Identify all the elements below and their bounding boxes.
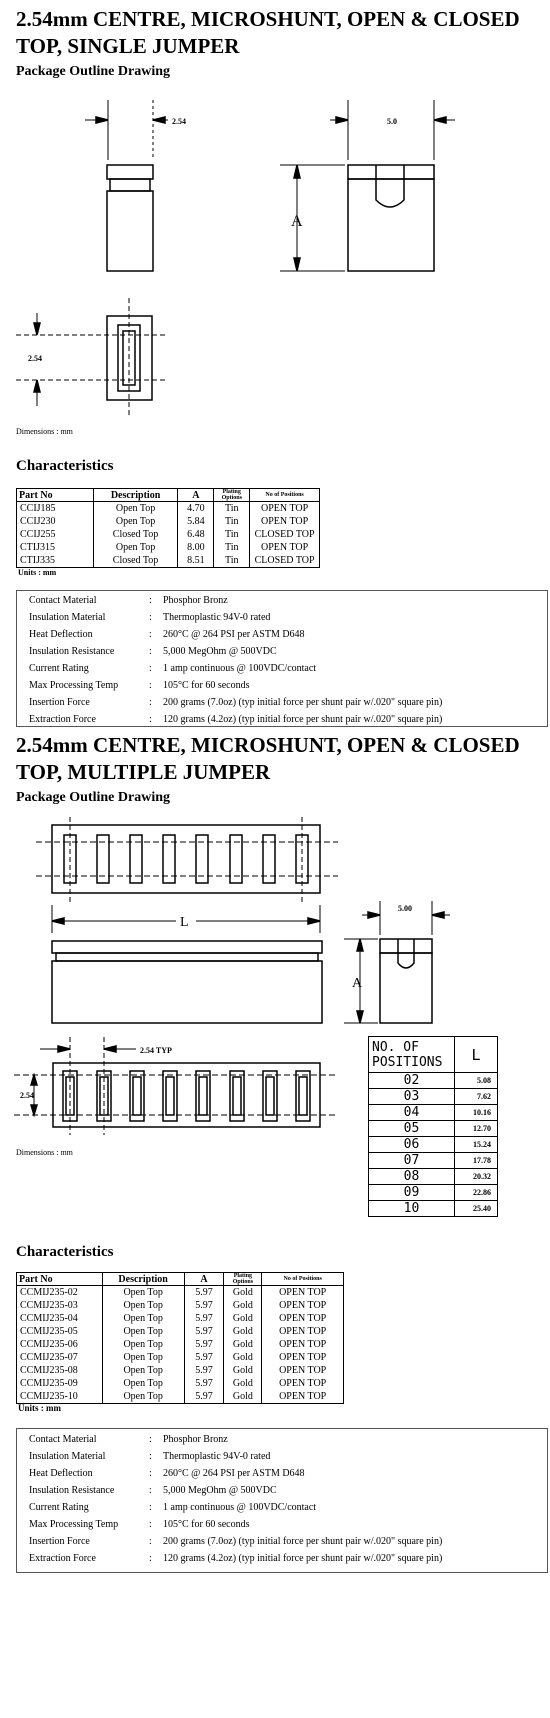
table-cell: 22.86 bbox=[455, 1185, 498, 1201]
table-cell: OPEN TOP bbox=[262, 1338, 344, 1351]
table-cell: : bbox=[149, 595, 152, 606]
end-view-multi bbox=[344, 901, 450, 1023]
table-row bbox=[17, 1338, 344, 1351]
table-cell: : bbox=[149, 680, 152, 691]
table-cell: Open Top bbox=[93, 502, 178, 516]
table-cell: CCMIJ235-10 bbox=[17, 1390, 103, 1404]
dim-pitch: 2.54 bbox=[28, 354, 42, 363]
table-cell: Gold bbox=[224, 1325, 262, 1338]
table-cell: Current Rating bbox=[29, 663, 89, 674]
table-cell: 7.62 bbox=[455, 1089, 498, 1105]
table-cell: 17.78 bbox=[455, 1153, 498, 1169]
table-cell: : bbox=[149, 1451, 152, 1462]
table-cell: Part No bbox=[17, 489, 94, 502]
table-cell: Insulation Resistance bbox=[29, 646, 115, 657]
dimensions-note-2: Dimensions : mm bbox=[16, 1148, 73, 1157]
dim-width-right: 5.0 bbox=[387, 117, 397, 126]
table-cell: Max Processing Temp bbox=[29, 1519, 119, 1530]
table-cell: : bbox=[149, 1519, 152, 1530]
table-cell: : bbox=[149, 1502, 152, 1513]
table-cell: Closed Top bbox=[93, 554, 178, 568]
specs-box-1 bbox=[16, 590, 548, 727]
table-cell: Heat Deflection bbox=[29, 629, 93, 640]
positions-row bbox=[369, 1073, 498, 1089]
table-cell: : bbox=[149, 646, 152, 657]
table-cell: Gold bbox=[224, 1312, 262, 1325]
table-cell: : bbox=[149, 714, 152, 725]
positions-header bbox=[369, 1037, 498, 1073]
dim-height-a: A bbox=[291, 213, 303, 230]
table-cell: OPEN TOP bbox=[262, 1312, 344, 1325]
table-cell: OPEN TOP bbox=[262, 1377, 344, 1390]
table-cell: Tin bbox=[214, 554, 250, 568]
units-note-1: Units : mm bbox=[18, 568, 57, 577]
table-cell: CCMIJ235-02 bbox=[17, 1286, 103, 1300]
dim-pitch-typ: 2.54 TYP bbox=[140, 1046, 172, 1055]
table-cell: Open Top bbox=[102, 1338, 184, 1351]
table-cell: Phosphor Bronz bbox=[163, 595, 228, 606]
positions-row bbox=[369, 1089, 498, 1105]
table-cell: CTIJ315 bbox=[17, 541, 94, 554]
table-cell: Extraction Force bbox=[29, 714, 96, 725]
table-cell: Description bbox=[102, 1273, 184, 1286]
table-cell: 04 bbox=[369, 1105, 455, 1121]
table-cell: OPEN TOP bbox=[262, 1351, 344, 1364]
table-cell: Extraction Force bbox=[29, 1553, 96, 1564]
table-cell: 09 bbox=[369, 1185, 455, 1201]
table-row bbox=[17, 554, 320, 568]
table-row bbox=[17, 1364, 344, 1377]
table-cell: Contact Material bbox=[29, 1434, 97, 1445]
table-cell: Open Top bbox=[93, 515, 178, 528]
table-cell: 08 bbox=[369, 1169, 455, 1185]
positions-table bbox=[368, 1036, 498, 1217]
table-cell: Insertion Force bbox=[29, 1536, 90, 1547]
table-cell: OPEN TOP bbox=[262, 1325, 344, 1338]
table-cell: 120 grams (4.2oz) (typ initial force per shunt pair w/.020" square pin) bbox=[163, 714, 443, 725]
dim-length-l: L bbox=[180, 915, 189, 930]
table-cell: 5.97 bbox=[184, 1351, 224, 1364]
table-cell: 5.08 bbox=[455, 1073, 498, 1089]
table-cell: 06 bbox=[369, 1137, 455, 1153]
table-cell: Gold bbox=[224, 1377, 262, 1390]
table-cell: Gold bbox=[224, 1390, 262, 1404]
table-cell: Description bbox=[93, 489, 178, 502]
table-cell: CCMIJ235-04 bbox=[17, 1312, 103, 1325]
table-cell: OPEN TOP bbox=[262, 1299, 344, 1312]
table-cell: : bbox=[149, 1434, 152, 1445]
table-cell: Open Top bbox=[102, 1325, 184, 1338]
table-cell: CCMIJ235-03 bbox=[17, 1299, 103, 1312]
table-cell: Current Rating bbox=[29, 1502, 89, 1513]
table-cell: Gold bbox=[224, 1299, 262, 1312]
table-cell: CCMIJ235-08 bbox=[17, 1364, 103, 1377]
table-cell: 4.70 bbox=[178, 502, 214, 516]
positions-row bbox=[369, 1201, 498, 1217]
table-cell: 200 grams (7.0oz) (typ initial force per shunt pair w/.020" square pin) bbox=[163, 697, 443, 708]
specs-box-2 bbox=[16, 1428, 548, 1573]
table-cell: 12.70 bbox=[455, 1121, 498, 1137]
table-cell: Plating Options bbox=[214, 489, 250, 502]
table-cell: 5,000 MegOhm @ 500VDC bbox=[163, 1485, 277, 1496]
table-cell: 5.97 bbox=[184, 1364, 224, 1377]
table-cell: CCMIJ235-05 bbox=[17, 1325, 103, 1338]
table-cell: 5.97 bbox=[184, 1312, 224, 1325]
table-cell: Tin bbox=[214, 502, 250, 516]
units-note-2: Units : mm bbox=[18, 1403, 61, 1413]
table-cell: OPEN TOP bbox=[250, 515, 320, 528]
table-cell: Insulation Resistance bbox=[29, 1485, 115, 1496]
table-cell: Max Processing Temp bbox=[29, 680, 119, 691]
table-cell: Gold bbox=[224, 1338, 262, 1351]
top-view-multi bbox=[36, 817, 338, 905]
characteristics-heading-1: Characteristics bbox=[16, 458, 114, 474]
table-cell: Insulation Material bbox=[29, 612, 106, 623]
table-cell: Open Top bbox=[102, 1377, 184, 1390]
table-cell: 05 bbox=[369, 1121, 455, 1137]
front-view-right bbox=[280, 100, 455, 271]
table-cell: CCMIJ235-09 bbox=[17, 1377, 103, 1390]
table-cell: 8.51 bbox=[178, 554, 214, 568]
table-cell: A bbox=[178, 489, 214, 502]
dimensions-note-1: Dimensions : mm bbox=[16, 427, 73, 436]
table-cell: 25.40 bbox=[455, 1201, 498, 1217]
table-cell: Open Top bbox=[102, 1286, 184, 1300]
table-row bbox=[17, 1286, 344, 1300]
table-cell: 5.97 bbox=[184, 1286, 224, 1300]
table-cell: : bbox=[149, 697, 152, 708]
table-row bbox=[17, 1377, 344, 1390]
section1-subtitle: Package Outline Drawing bbox=[16, 64, 170, 79]
table-cell: Tin bbox=[214, 541, 250, 554]
table-cell: Tin bbox=[214, 515, 250, 528]
table-cell: Tin bbox=[214, 528, 250, 541]
table-cell: A bbox=[184, 1273, 224, 1286]
table-cell: 20.32 bbox=[455, 1169, 498, 1185]
table-cell: 5.97 bbox=[184, 1299, 224, 1312]
table-cell: 5.97 bbox=[184, 1338, 224, 1351]
table-row bbox=[17, 1312, 344, 1325]
table-cell: Thermoplastic 94V-0 rated bbox=[163, 612, 271, 623]
table-cell: Open Top bbox=[102, 1351, 184, 1364]
table-cell: Open Top bbox=[102, 1299, 184, 1312]
table-cell: 260°C @ 264 PSI per ASTM D648 bbox=[163, 1468, 305, 1479]
table-cell: Part No bbox=[17, 1273, 103, 1286]
table-cell: 6.48 bbox=[178, 528, 214, 541]
table-cell: 5.97 bbox=[184, 1390, 224, 1404]
table-cell: : bbox=[149, 1468, 152, 1479]
table-cell: Closed Top bbox=[93, 528, 178, 541]
table-cell: Gold bbox=[224, 1286, 262, 1300]
table-cell: OPEN TOP bbox=[262, 1286, 344, 1300]
parts-table-2 bbox=[16, 1272, 344, 1404]
positions-row bbox=[369, 1169, 498, 1185]
dim-width-left: 2.54 bbox=[172, 117, 186, 126]
table-cell: NO. OF POSITIONS bbox=[369, 1037, 455, 1073]
positions-row bbox=[369, 1121, 498, 1137]
section2-title: 2.54mm CENTRE, MICROSHUNT, OPEN & CLOSED TOP, MULTIPLE JUMPER bbox=[16, 733, 520, 784]
side-view-multi bbox=[52, 941, 322, 1023]
table-row bbox=[17, 515, 320, 528]
table-cell: 03 bbox=[369, 1089, 455, 1105]
table-row bbox=[17, 1325, 344, 1338]
table-header-row bbox=[17, 489, 320, 502]
positions-row bbox=[369, 1185, 498, 1201]
table-cell: 105°C for 60 seconds bbox=[163, 1519, 250, 1530]
table-cell: No of Positions bbox=[250, 489, 320, 502]
table-cell: 10 bbox=[369, 1201, 455, 1217]
table-cell: 200 grams (7.0oz) (typ initial force per shunt pair w/.020" square pin) bbox=[163, 1536, 443, 1547]
table-cell: Insulation Material bbox=[29, 1451, 106, 1462]
table-header-row bbox=[17, 1273, 344, 1286]
table-cell: Plating Options bbox=[224, 1273, 262, 1286]
table-cell: CCIJ230 bbox=[17, 515, 94, 528]
section1-title: 2.54mm CENTRE, MICROSHUNT, OPEN & CLOSED TOP, SINGLE JUMPER bbox=[16, 7, 520, 58]
dim-width-multi: 5.00 bbox=[398, 904, 412, 913]
single-jumper-drawing bbox=[0, 88, 550, 448]
dim-pitch-left: 2.54 bbox=[20, 1091, 34, 1100]
table-cell: 1 amp continuous @ 100VDC/contact bbox=[163, 663, 317, 674]
table-cell: Contact Material bbox=[29, 595, 97, 606]
table-cell: CCIJ185 bbox=[17, 502, 94, 516]
table-cell: No of Positions bbox=[262, 1273, 344, 1286]
table-cell: OPEN TOP bbox=[262, 1390, 344, 1404]
table-cell: Gold bbox=[224, 1364, 262, 1377]
table-cell: 1 amp continuous @ 100VDC/contact bbox=[163, 1502, 317, 1513]
table-cell: Thermoplastic 94V-0 rated bbox=[163, 1451, 271, 1462]
table-cell: : bbox=[149, 1536, 152, 1547]
table-cell: 10.16 bbox=[455, 1105, 498, 1121]
table-cell: Heat Deflection bbox=[29, 1468, 93, 1479]
parts-table-1 bbox=[16, 488, 320, 568]
table-row bbox=[17, 502, 320, 516]
table-cell: 105°C for 60 seconds bbox=[163, 680, 250, 691]
table-cell: 5.97 bbox=[184, 1325, 224, 1338]
table-row bbox=[17, 1299, 344, 1312]
positions-row bbox=[369, 1153, 498, 1169]
side-view-left bbox=[85, 100, 168, 271]
table-row bbox=[17, 1351, 344, 1364]
table-cell: : bbox=[149, 1485, 152, 1496]
table-cell: CLOSED TOP bbox=[250, 528, 320, 541]
table-cell: OPEN TOP bbox=[250, 502, 320, 516]
table-row bbox=[17, 541, 320, 554]
table-cell: Open Top bbox=[93, 541, 178, 554]
table-cell: : bbox=[149, 1553, 152, 1564]
table-cell: CCIJ255 bbox=[17, 528, 94, 541]
table-row bbox=[17, 528, 320, 541]
table-cell: CTIJ335 bbox=[17, 554, 94, 568]
table-cell: : bbox=[149, 612, 152, 623]
table-cell: Open Top bbox=[102, 1390, 184, 1404]
table-cell: Insertion Force bbox=[29, 697, 90, 708]
table-cell: Open Top bbox=[102, 1312, 184, 1325]
table-cell: CCMIJ235-07 bbox=[17, 1351, 103, 1364]
table-cell: 02 bbox=[369, 1073, 455, 1089]
table-cell: Open Top bbox=[102, 1364, 184, 1377]
section2-subtitle: Package Outline Drawing bbox=[16, 790, 170, 805]
table-row bbox=[17, 1390, 344, 1404]
table-cell: L bbox=[455, 1037, 498, 1073]
table-cell: Gold bbox=[224, 1351, 262, 1364]
table-cell: 5.84 bbox=[178, 515, 214, 528]
characteristics-heading-2: Characteristics bbox=[16, 1244, 114, 1260]
table-cell: 120 grams (4.2oz) (typ initial force per shunt pair w/.020" square pin) bbox=[163, 1553, 443, 1564]
table-cell: 260°C @ 264 PSI per ASTM D648 bbox=[163, 629, 305, 640]
table-cell: OPEN TOP bbox=[262, 1364, 344, 1377]
positions-row bbox=[369, 1137, 498, 1153]
table-cell: : bbox=[149, 663, 152, 674]
table-cell: : bbox=[149, 629, 152, 640]
table-cell: OPEN TOP bbox=[250, 541, 320, 554]
table-cell: 07 bbox=[369, 1153, 455, 1169]
table-cell: CLOSED TOP bbox=[250, 554, 320, 568]
dim-height-a-multi: A bbox=[352, 976, 363, 991]
pitch-view-multi bbox=[14, 1037, 338, 1135]
table-cell: 8.00 bbox=[178, 541, 214, 554]
positions-row bbox=[369, 1105, 498, 1121]
table-cell: 15.24 bbox=[455, 1137, 498, 1153]
table-cell: 5.97 bbox=[184, 1377, 224, 1390]
table-cell: 5,000 MegOhm @ 500VDC bbox=[163, 646, 277, 657]
table-cell: CCMIJ235-06 bbox=[17, 1338, 103, 1351]
table-cell: Phosphor Bronz bbox=[163, 1434, 228, 1445]
